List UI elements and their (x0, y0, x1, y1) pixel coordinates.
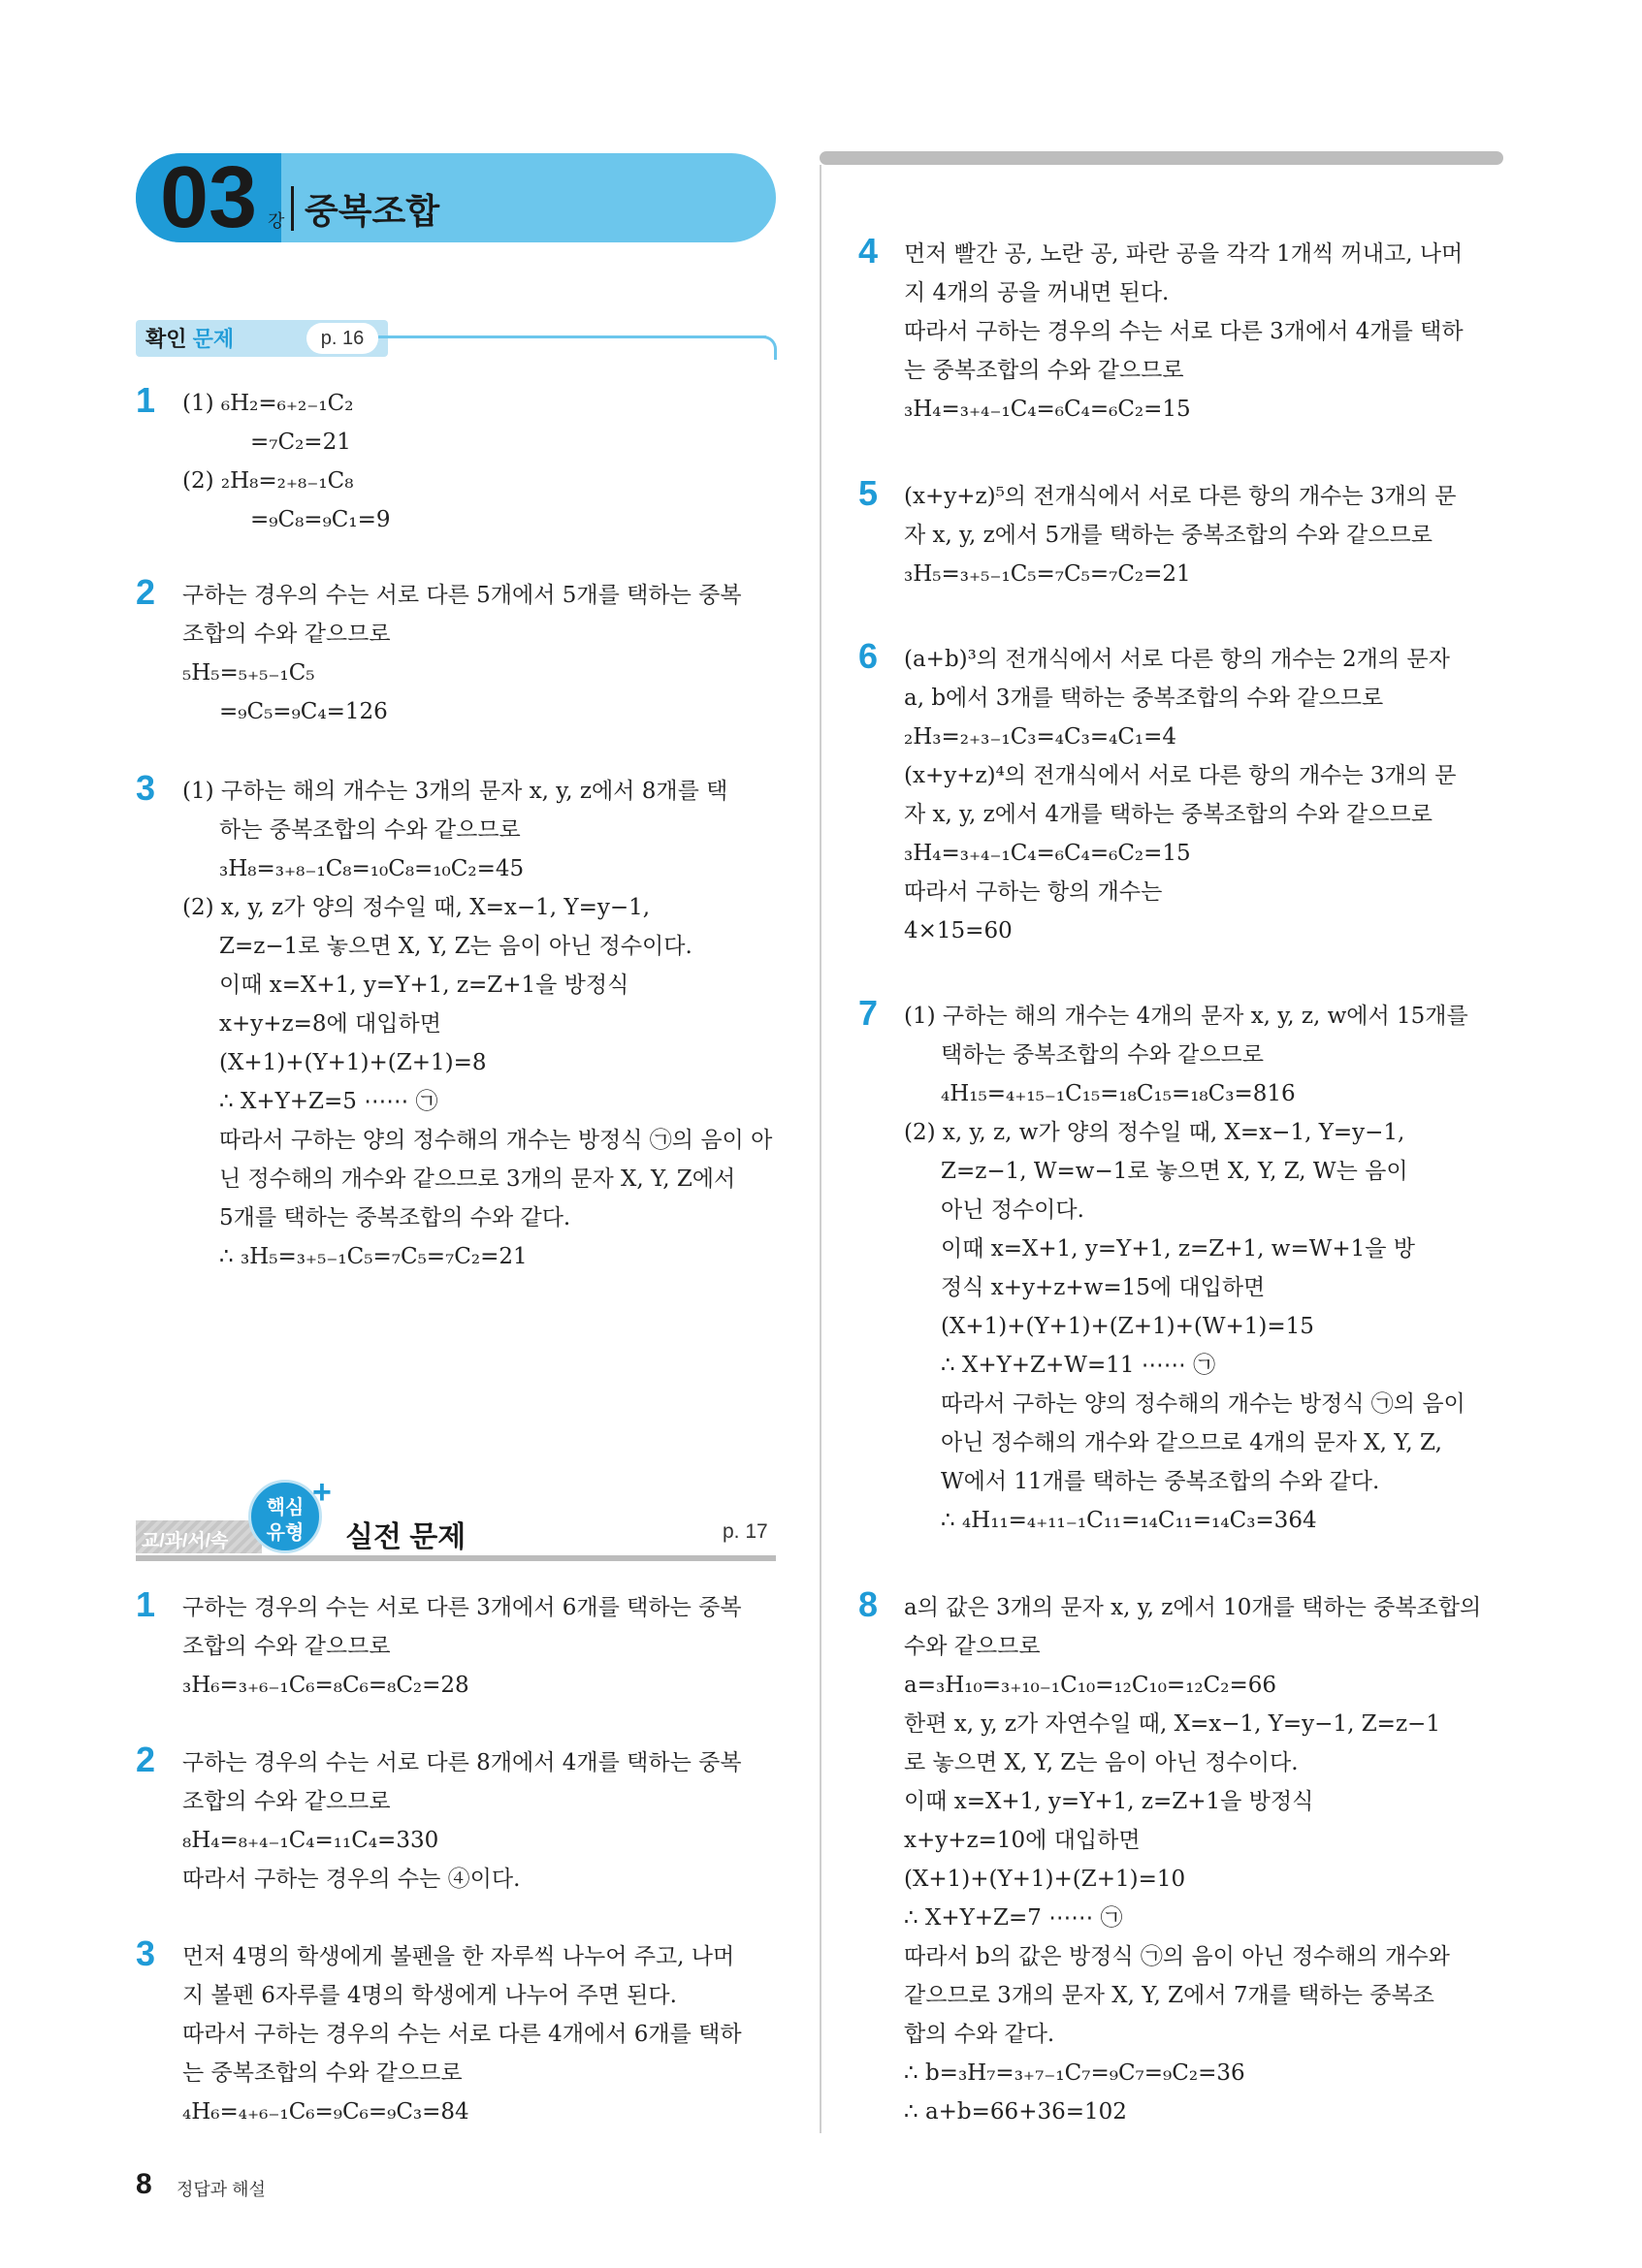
solution-line: 따라서 구하는 양의 정수해의 개수는 방정식 ㉠의 음이 (941, 1391, 1465, 1417)
problem-number: 5 (858, 473, 879, 513)
problem-number: 4 (858, 231, 879, 271)
solution-line: (1) ₆H₂=₆₊₂₋₁C₂ (182, 391, 354, 416)
footer-text: 정답과 해설 (177, 2180, 266, 2199)
solution-line: =₉C₈=₉C₁=9 (250, 507, 391, 532)
solution-line: x+y+z=10에 대입하면 (904, 1828, 1141, 1853)
solution-line: 이때 x=X+1, y=Y+1, z=Z+1을 방정식 (904, 1789, 1314, 1814)
solution-line: 따라서 구하는 경우의 수는 서로 다른 4개에서 6개를 택하 (182, 2022, 742, 2047)
solution-line: 구하는 경우의 수는 서로 다른 3개에서 6개를 택하는 중복 (182, 1595, 742, 1620)
solution-line: 자 x, y, z에서 4개를 택하는 중복조합의 수와 같으므로 (904, 802, 1433, 827)
problem-number: 2 (136, 1740, 156, 1779)
solution-line: 는 중복조합의 수와 같으므로 (904, 358, 1184, 383)
solution-line: 4×15=60 (904, 918, 1013, 943)
plus-icon: + (312, 1474, 332, 1511)
solution-line: (x+y+z)⁵의 전개식에서 서로 다른 항의 개수는 3개의 문 (904, 484, 1457, 509)
badge-text-1: 핵심 (266, 1497, 305, 1518)
solution-line: (x+y+z)⁴의 전개식에서 서로 다른 항의 개수는 3개의 문 (904, 763, 1457, 788)
solution-line: ₂H₃=₂₊₃₋₁C₃=₄C₃=₄C₁=4 (904, 724, 1177, 750)
solution-line: 따라서 구하는 항의 개수는 (904, 879, 1163, 905)
chapter-title: 중복조합 (305, 191, 440, 231)
solution-line: 택하는 중복조합의 수와 같으므로 (941, 1042, 1264, 1068)
solution-line: (2) ₂H₈=₂₊₈₋₁C₈ (182, 468, 354, 494)
problem-number: 1 (136, 1584, 156, 1624)
solution-line: 먼저 빨간 공, 노란 공, 파란 공을 각각 1개씩 꺼내고, 나머 (904, 241, 1464, 267)
problem-number: 3 (136, 1933, 156, 1973)
solution-line: ₈H₄=₈₊₄₋₁C₄=₁₁C₄=330 (182, 1828, 439, 1853)
problem-number: 1 (136, 380, 156, 420)
solution-line: 같으므로 3개의 문자 X, Y, Z에서 7개를 택하는 중복조 (904, 1983, 1434, 2008)
section-page-ref: p. 16 (306, 323, 378, 354)
solution-line: (1) 구하는 해의 개수는 3개의 문자 x, y, z에서 8개를 택 (182, 779, 728, 804)
solution-line: 지 볼펜 6자루를 4명의 학생에게 나누어 주면 된다. (182, 1983, 677, 2008)
solution-line: 한편 x, y, z가 자연수일 때, X=x−1, Y=y−1, Z=z−1 (904, 1711, 1440, 1737)
solution-line: 합의 수와 같다. (904, 2022, 1055, 2047)
solution-line: ∴ X+Y+Z=5 ⋯⋯ ㉠ (219, 1089, 438, 1114)
solution-line: (2) x, y, z, w가 양의 정수일 때, X=x−1, Y=y−1, (904, 1120, 1405, 1145)
solution-line: ₃H₈=₃₊₈₋₁C₈=₁₀C₈=₁₀C₂=45 (219, 856, 525, 881)
problem-number: 8 (858, 1584, 879, 1624)
solution-line: ∴ ₄H₁₁=₄₊₁₁₋₁C₁₁=₁₄C₁₁=₁₄C₃=364 (941, 1508, 1317, 1533)
solution-line: 는 중복조합의 수와 같으므로 (182, 2060, 463, 2086)
solution-line: 조합의 수와 같으므로 (182, 622, 391, 647)
solution-line: 5개를 택하는 중복조합의 수와 같다. (219, 1205, 571, 1230)
section-rule-corner (757, 335, 777, 360)
solution-line: (X+1)+(Y+1)+(Z+1)=10 (904, 1867, 1186, 1892)
solution-line: (1) 구하는 해의 개수는 4개의 문자 x, y, z, w에서 15개를 (904, 1004, 1468, 1029)
badge-text-2: 유형 (266, 1522, 305, 1544)
solution-line: ∴ X+Y+Z=7 ⋯⋯ ㉠ (904, 1905, 1123, 1931)
solution-line: 아닌 정수이다. (941, 1198, 1084, 1223)
solution-line: x+y+z=8에 대입하면 (219, 1011, 441, 1037)
chapter-gang-label: 강 (268, 211, 285, 231)
section-label-a: 확인 (145, 327, 187, 351)
solution-line: a=₃H₁₀=₃₊₁₀₋₁C₁₀=₁₂C₁₀=₁₂C₂=66 (904, 1673, 1276, 1698)
textbook-label: 교/과/서/속 (142, 1531, 229, 1551)
section-rule (378, 335, 766, 338)
solution-line: (X+1)+(Y+1)+(Z+1)=8 (219, 1050, 487, 1075)
problem-number: 6 (858, 636, 879, 676)
solution-line: 조합의 수와 같으므로 (182, 1789, 391, 1814)
solution-line: 따라서 구하는 양의 정수해의 개수는 방정식 ㉠의 음이 아 (219, 1128, 773, 1153)
solution-line: ∴ ₃H₅=₃₊₅₋₁C₅=₇C₅=₇C₂=21 (219, 1244, 528, 1269)
solution-line: 하는 중복조합의 수와 같으므로 (219, 817, 521, 843)
solution-line: 아닌 정수해의 개수와 같으므로 4개의 문자 X, Y, Z, (941, 1430, 1442, 1455)
solution-line: 정식 x+y+z+w=15에 대입하면 (941, 1275, 1266, 1300)
column-divider (820, 165, 821, 2133)
problem-number: 3 (136, 768, 156, 808)
solution-line: a, b에서 3개를 택하는 중복조합의 수와 같으므로 (904, 686, 1384, 711)
solution-line: W에서 11개를 택하는 중복조합의 수와 같다. (941, 1469, 1380, 1494)
section-title-confirm (145, 323, 234, 353)
page-number: 8 (136, 2168, 152, 2200)
solution-line: 따라서 구하는 경우의 수는 ④이다. (182, 1867, 521, 1892)
problem-number: 7 (858, 993, 879, 1033)
solution-line: 닌 정수해의 개수와 같으므로 3개의 문자 X, Y, Z에서 (219, 1166, 736, 1192)
solution-line: 따라서 구하는 경우의 수는 서로 다른 3개에서 4개를 택하 (904, 319, 1464, 344)
solution-line: Z=z−1, W=w−1로 놓으면 X, Y, Z, W는 음이 (941, 1159, 1408, 1184)
solution-line: Z=z−1로 놓으면 X, Y, Z는 음이 아닌 정수이다. (219, 934, 692, 959)
solution-line: 먼저 4명의 학생에게 볼펜을 한 자루씩 나누어 주고, 나머 (182, 1944, 735, 1969)
section-label-b: 문제 (192, 327, 235, 351)
solution-line: ₃H₆=₃₊₆₋₁C₆=₈C₆=₈C₂=28 (182, 1673, 469, 1698)
solution-line: 수와 같으므로 (904, 1634, 1041, 1659)
solution-line: 조합의 수와 같으므로 (182, 1634, 391, 1659)
solution-line: 지 4개의 공을 꺼내면 된다. (904, 280, 1170, 305)
right-column-topbar (820, 151, 1503, 165)
solution-line: 이때 x=X+1, y=Y+1, z=Z+1, w=W+1을 방 (941, 1236, 1416, 1262)
solution-line: 이때 x=X+1, y=Y+1, z=Z+1을 방정식 (219, 973, 629, 998)
section-rule-2 (136, 1555, 776, 1561)
solution-line: ₄H₁₅=₄₊₁₅₋₁C₁₅=₁₈C₁₅=₁₈C₃=816 (941, 1081, 1296, 1106)
solution-line: ₅H₅=₅₊₅₋₁C₅ (182, 660, 315, 686)
solution-line: ∴ X+Y+Z+W=11 ⋯⋯ ㉠ (941, 1353, 1216, 1378)
solution-line: 자 x, y, z에서 5개를 택하는 중복조합의 수와 같으므로 (904, 523, 1433, 548)
solution-line: ₃H₅=₃₊₅₋₁C₅=₇C₅=₇C₂=21 (904, 561, 1191, 587)
problem-number: 2 (136, 572, 156, 612)
solution-line: 따라서 b의 값은 방정식 ㉠의 음이 아닌 정수해의 개수와 (904, 1944, 1450, 1969)
solution-line: ∴ b=₃H₇=₃₊₇₋₁C₇=₉C₇=₉C₂=36 (904, 2060, 1245, 2086)
solution-line: (2) x, y, z가 양의 정수일 때, X=x−1, Y=y−1, (182, 895, 651, 920)
solution-line: 로 놓으면 X, Y, Z는 음이 아닌 정수이다. (904, 1750, 1299, 1775)
section-title-practice: 실전 문제 (345, 1521, 467, 1553)
chapter-divider (291, 186, 294, 231)
solution-line: 구하는 경우의 수는 서로 다른 8개에서 4개를 택하는 중복 (182, 1750, 742, 1775)
solution-line: a의 값은 3개의 문자 x, y, z에서 10개를 택하는 중복조합의 (904, 1595, 1482, 1620)
solution-line: ₃H₄=₃₊₄₋₁C₄=₆C₄=₆C₂=15 (904, 397, 1191, 422)
solution-line: =₇C₂=21 (250, 430, 351, 455)
solution-line: ₄H₆=₄₊₆₋₁C₆=₉C₆=₉C₃=84 (182, 2099, 469, 2124)
solution-line: 구하는 경우의 수는 서로 다른 5개에서 5개를 택하는 중복 (182, 583, 742, 608)
solution-line: ₃H₄=₃₊₄₋₁C₄=₆C₄=₆C₂=15 (904, 841, 1191, 866)
solution-line: (a+b)³의 전개식에서 서로 다른 항의 개수는 2개의 문자 (904, 647, 1450, 672)
chapter-number: 03 (159, 149, 258, 246)
solution-line: ∴ a+b=66+36=102 (904, 2099, 1127, 2124)
solution-line: (X+1)+(Y+1)+(Z+1)+(W+1)=15 (941, 1314, 1314, 1339)
section-page-ref-2: p. 17 (723, 1520, 768, 1543)
solution-line: =₉C₅=₉C₄=126 (219, 699, 388, 724)
